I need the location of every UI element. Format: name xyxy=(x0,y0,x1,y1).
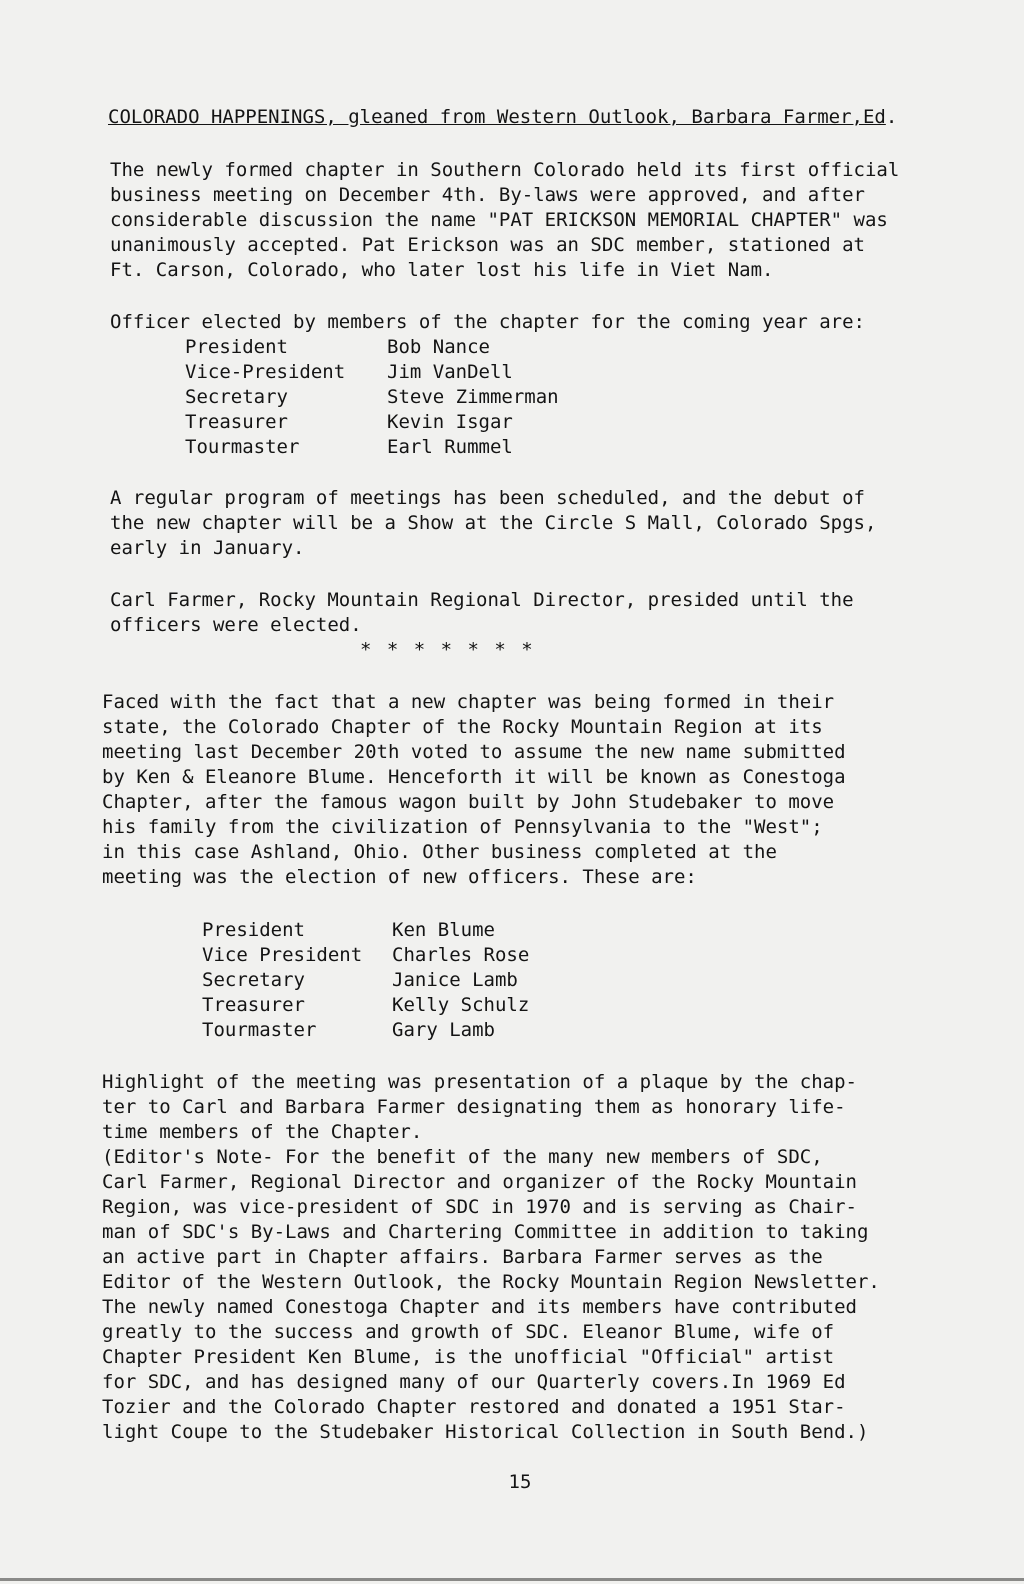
officer-name: Kevin Isgar xyxy=(387,411,513,433)
text-line: ter to Carl and Barbara Farmer designating them as honorary life- xyxy=(102,1096,846,1118)
text-line: by Ken & Eleanore Blume. Henceforth it will be known as Conestoga xyxy=(102,766,846,788)
text-line: in this case Ashland, Ohio. Other business completed at the xyxy=(102,841,777,863)
section-heading xyxy=(108,105,988,130)
paragraph-highlight-editors-note xyxy=(102,1070,880,1445)
text-line: (Editor's Note- For the benefit of the many new members of SDC, xyxy=(102,1146,823,1168)
heading-underlined-text: COLORADO HAPPENINGS, gleaned from Western Outlook, Barbara Farmer,Ed xyxy=(108,106,886,128)
section-separator: * * * * * * * xyxy=(360,639,535,661)
officer-name: Janice Lamb xyxy=(392,969,518,991)
text-line: The newly named Conestoga Chapter and its members have contributed xyxy=(102,1296,857,1318)
officer-role: Treasurer xyxy=(185,411,288,433)
text-line: for SDC, and has designed many of our Quarterly covers.In 1969 Ed xyxy=(102,1371,846,1393)
officer-name: Bob Nance xyxy=(387,336,490,358)
text-line: Carl Farmer, Regional Director and organizer of the Rocky Mountain xyxy=(102,1171,857,1193)
officer-name: Charles Rose xyxy=(392,944,530,966)
text-line: Region, was vice-president of SDC in 1970 and is serving as Chair- xyxy=(102,1196,857,1218)
paragraph-program xyxy=(110,486,876,561)
officer-name: Gary Lamb xyxy=(392,1019,495,1041)
officer-name: Jim VanDell xyxy=(387,361,513,383)
text-line: greatly to the success and growth of SDC. Eleanor Blume, wife of xyxy=(102,1321,835,1343)
text-line: Faced with the fact that a new chapter was being formed in their xyxy=(102,691,835,713)
text-line: The newly formed chapter in Southern Colorado held its first official xyxy=(110,159,900,181)
paragraph-conestoga xyxy=(102,690,846,890)
paragraph-officers-intro xyxy=(110,310,865,335)
text-line: meeting last December 20th voted to assume the new name submitted xyxy=(102,741,846,763)
text-line: early in January. xyxy=(110,537,305,559)
text-line: Tozier and the Colorado Chapter restored and donated a 1951 Star- xyxy=(102,1396,846,1418)
officer-role: Secretary xyxy=(202,969,305,991)
text-line: Chapter, after the famous wagon built by John Studebaker to move xyxy=(102,791,835,813)
text-line: Officer elected by members of the chapter for the coming year are: xyxy=(110,311,865,333)
text-line: his family from the civilization of Pennsylvania to the "West"; xyxy=(102,816,823,838)
officer-role: Vice-President xyxy=(185,361,346,383)
officer-role: Vice President xyxy=(202,944,363,966)
heading-trailing-period: . xyxy=(885,106,898,128)
officer-role: Secretary xyxy=(185,386,288,408)
officer-role: President xyxy=(202,919,305,941)
text-line: officers were elected. xyxy=(110,614,362,636)
text-line: unanimously accepted. Pat Erickson was an SDC member, stationed at xyxy=(110,234,865,256)
text-line: considerable discussion the name "PAT ERICKSON MEMORIAL CHAPTER" was xyxy=(110,209,888,231)
bottom-scan-edge xyxy=(0,1578,1024,1581)
text-line: Highlight of the meeting was presentation of a plaque by the chap- xyxy=(102,1071,857,1093)
text-line: an active part in Chapter affairs. Barbara Farmer serves as the xyxy=(102,1246,823,1268)
text-line: state, the Colorado Chapter of the Rocky Mountain Region at its xyxy=(102,716,823,738)
officer-name: Earl Rummel xyxy=(387,436,513,458)
text-line: Editor of the Western Outlook, the Rocky Mountain Region Newsletter. xyxy=(102,1271,880,1293)
officer-role: President xyxy=(185,336,288,358)
page-number: 15 xyxy=(508,1471,532,1493)
officer-name: Ken Blume xyxy=(392,919,495,941)
text-line: Carl Farmer, Rocky Mountain Regional Director, presided until the xyxy=(110,589,854,611)
officer-role: Tourmaster xyxy=(185,436,300,458)
paragraph-regional-director xyxy=(110,588,854,638)
text-line: man of SDC's By-Laws and Chartering Committee in addition to taking xyxy=(102,1221,869,1243)
text-line: the new chapter will be a Show at the Circle S Mall, Colorado Spgs, xyxy=(110,512,877,534)
text-line: time members of the Chapter. xyxy=(102,1121,423,1143)
text-line: light Coupe to the Studebaker Historical Collection in South Bend.) xyxy=(102,1421,869,1443)
officer-name: Kelly Schulz xyxy=(392,994,530,1016)
officer-role: Treasurer xyxy=(202,994,305,1016)
text-line: business meeting on December 4th. By-laws were approved, and after xyxy=(110,184,865,206)
text-line: meeting was the election of new officers. These are: xyxy=(102,866,697,888)
text-line: Ft. Carson, Colorado, who later lost his life in Viet Nam. xyxy=(110,259,774,281)
paragraph-new-chapter xyxy=(110,158,899,283)
officer-name: Steve Zimmerman xyxy=(387,386,559,408)
text-line: Chapter President Ken Blume, is the unofficial "Official" artist xyxy=(102,1346,835,1368)
officer-role: Tourmaster xyxy=(202,1019,317,1041)
text-line: A regular program of meetings has been scheduled, and the debut of xyxy=(110,487,865,509)
